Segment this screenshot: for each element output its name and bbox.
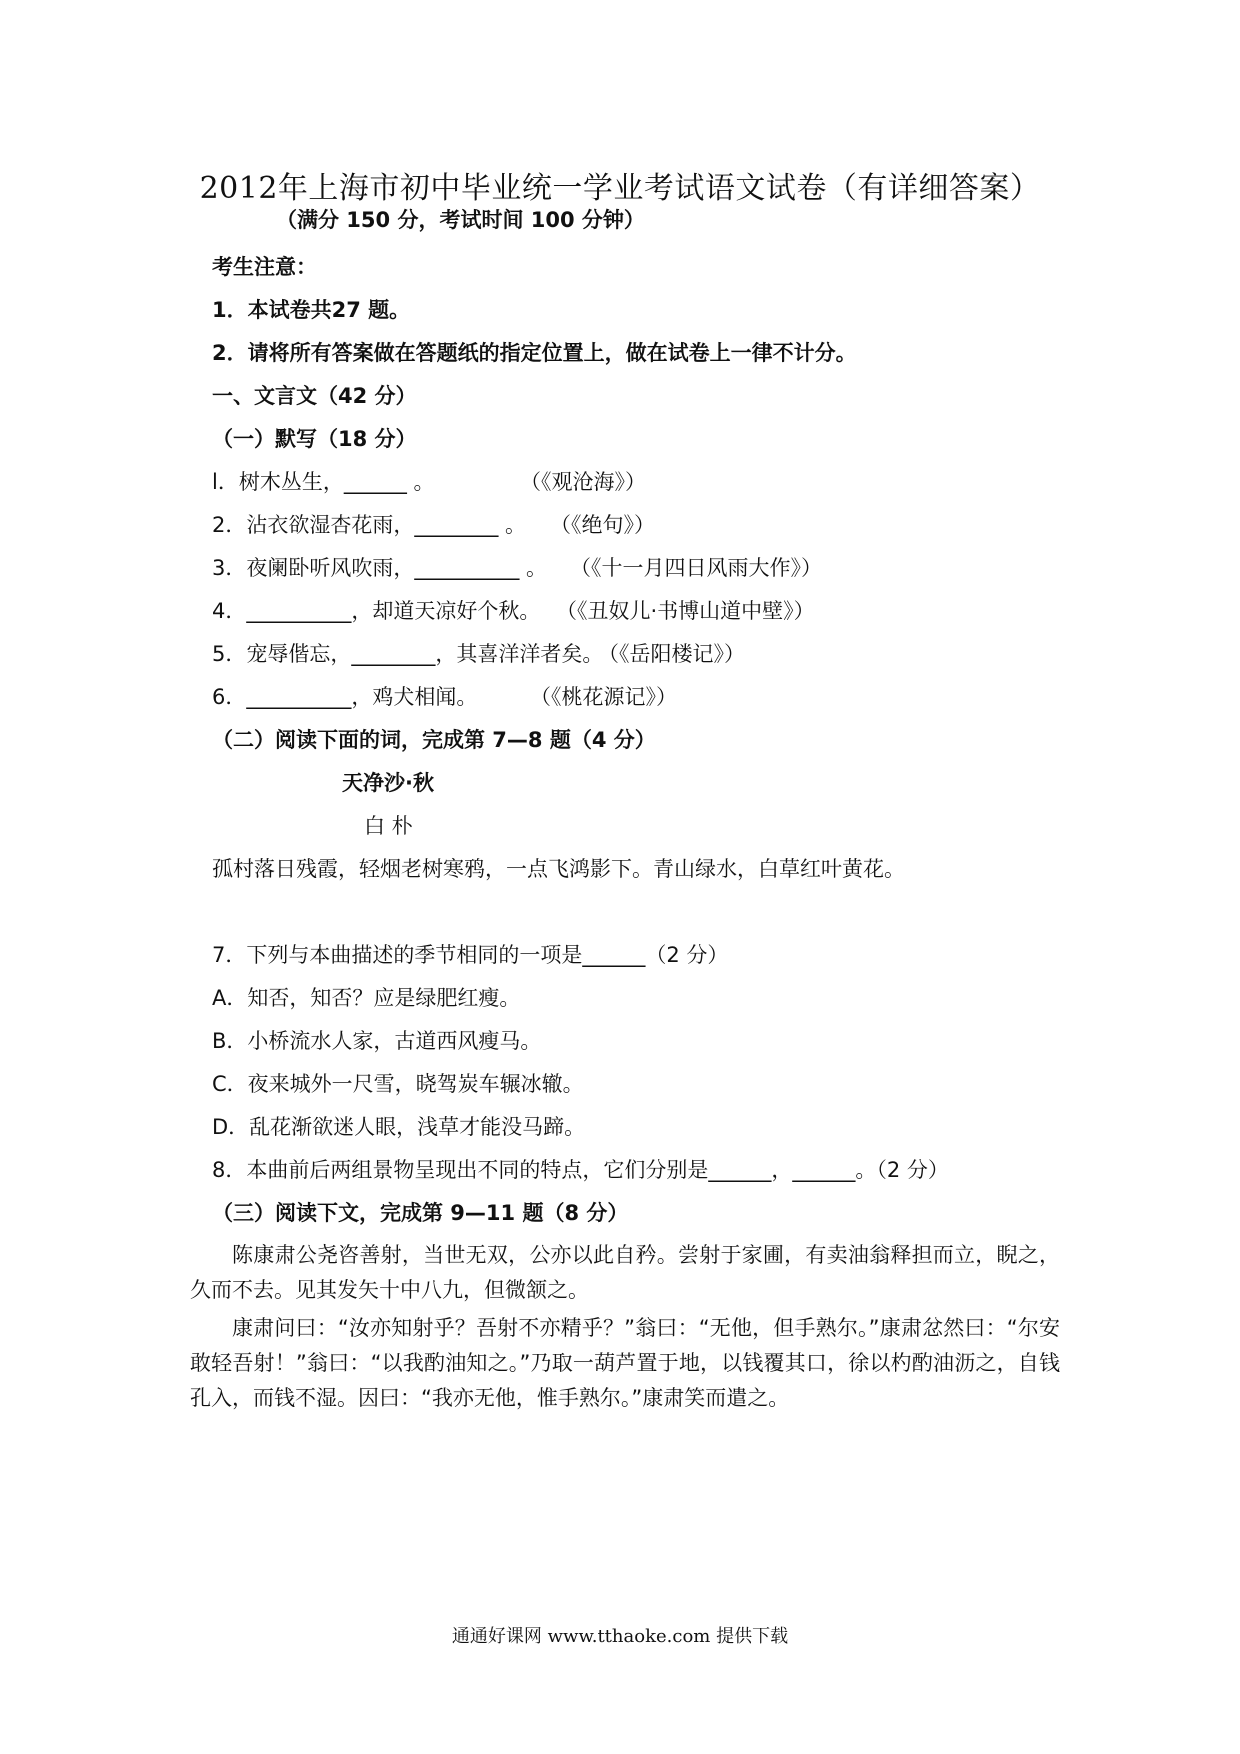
poem-text: 孤村落日残霞，轻烟老树寒鸦，一点飞鸿影下。青山绿水，白草红叶黄花。 bbox=[212, 857, 905, 881]
subsection-heading: （二）阅读下面的词，完成第 7—8 题（4 分） bbox=[212, 728, 656, 752]
notice-item: 2．请将所有答案做在答题纸的指定位置上，做在试卷上一律不计分。 bbox=[212, 341, 857, 365]
exam-subtitle: （满分 150 分，考试时间 100 分钟） bbox=[276, 208, 645, 232]
option-b: B．小桥流水人家，古道西风瘦马。 bbox=[212, 1029, 542, 1053]
section-heading: 一、文言文（42 分） bbox=[212, 384, 417, 408]
passage-paragraph: 康肃问曰：“汝亦知射乎？吾射不亦精乎？”翁曰：“无他，但手熟尔。”康肃忿然曰：“尔安敢轻吾射！”翁曰：“以我酌油知之。”乃取一葫芦置于地，以钱覆其口，徐以杓酌油沥之，自钱孔入，而钱不湿。因曰：“我亦无他，惟手熟尔。”康肃笑而遣之。 bbox=[190, 1316, 1060, 1410]
option-a: A．知否，知否？应是绿肥红瘦。 bbox=[212, 986, 521, 1010]
dictation-item: 6．__________，鸡犬相闻。 bbox=[212, 685, 478, 709]
dictation-source: （《绝句》） bbox=[550, 513, 655, 537]
subsection-heading: （一）默写（18 分） bbox=[212, 427, 417, 451]
poem-title: 天净沙·秋 bbox=[342, 771, 434, 795]
dictation-source: （《十一月四日风雨大作》） bbox=[570, 556, 822, 580]
option-d: D．乱花渐欲迷人眼，浅草才能没马蹄。 bbox=[212, 1115, 586, 1139]
passage-paragraph: 陈康肃公尧咨善射，当世无双，公亦以此自矜。尝射于家圃，有卖油翁释担而立，睨之，久而不去。见其发矢十中八九，但微颔之。 bbox=[190, 1243, 1060, 1302]
dictation-item: 5．宠辱偕忘，________，其喜洋洋者矣。 bbox=[212, 642, 604, 666]
dictation-source: （《观沧海》） bbox=[520, 470, 646, 494]
dictation-item: 2．沾衣欲湿杏花雨，________ 。 bbox=[212, 513, 527, 537]
dictation-item: l．树木丛生，______ 。 bbox=[212, 470, 435, 494]
dictation-source: （《岳阳楼记》） bbox=[598, 642, 745, 666]
subsection-heading: （三）阅读下文，完成第 9—11 题（8 分） bbox=[212, 1201, 629, 1225]
notice-heading: 考生注意： bbox=[212, 255, 317, 279]
dictation-item: 3．夜阑卧听风吹雨，__________ 。 bbox=[212, 556, 548, 580]
poem-author: 白 朴 bbox=[364, 814, 413, 838]
dictation-item: 4．__________，却道天凉好个秋。 bbox=[212, 599, 541, 623]
notice-item: 1．本试卷共27 题。 bbox=[212, 298, 411, 322]
dictation-source: （《丑奴儿·书博山道中壁》） bbox=[556, 599, 815, 623]
question-8: 8．本曲前后两组景物呈现出不同的特点，它们分别是______，______。（2 分） bbox=[212, 1158, 949, 1182]
page-title: 2012年上海市初中毕业统一学业考试语文试卷（有详细答案） bbox=[199, 171, 1041, 206]
option-c: C．夜来城外一尺雪，晓驾炭车辗冰辙。 bbox=[212, 1072, 584, 1096]
question-7: 7．下列与本曲描述的季节相同的一项是______（2 分） bbox=[212, 943, 729, 967]
page-footer: 通通好课网 www.tthaoke.com 提供下载 bbox=[451, 1626, 789, 1647]
dictation-source: （《桃花源记》） bbox=[530, 685, 677, 709]
